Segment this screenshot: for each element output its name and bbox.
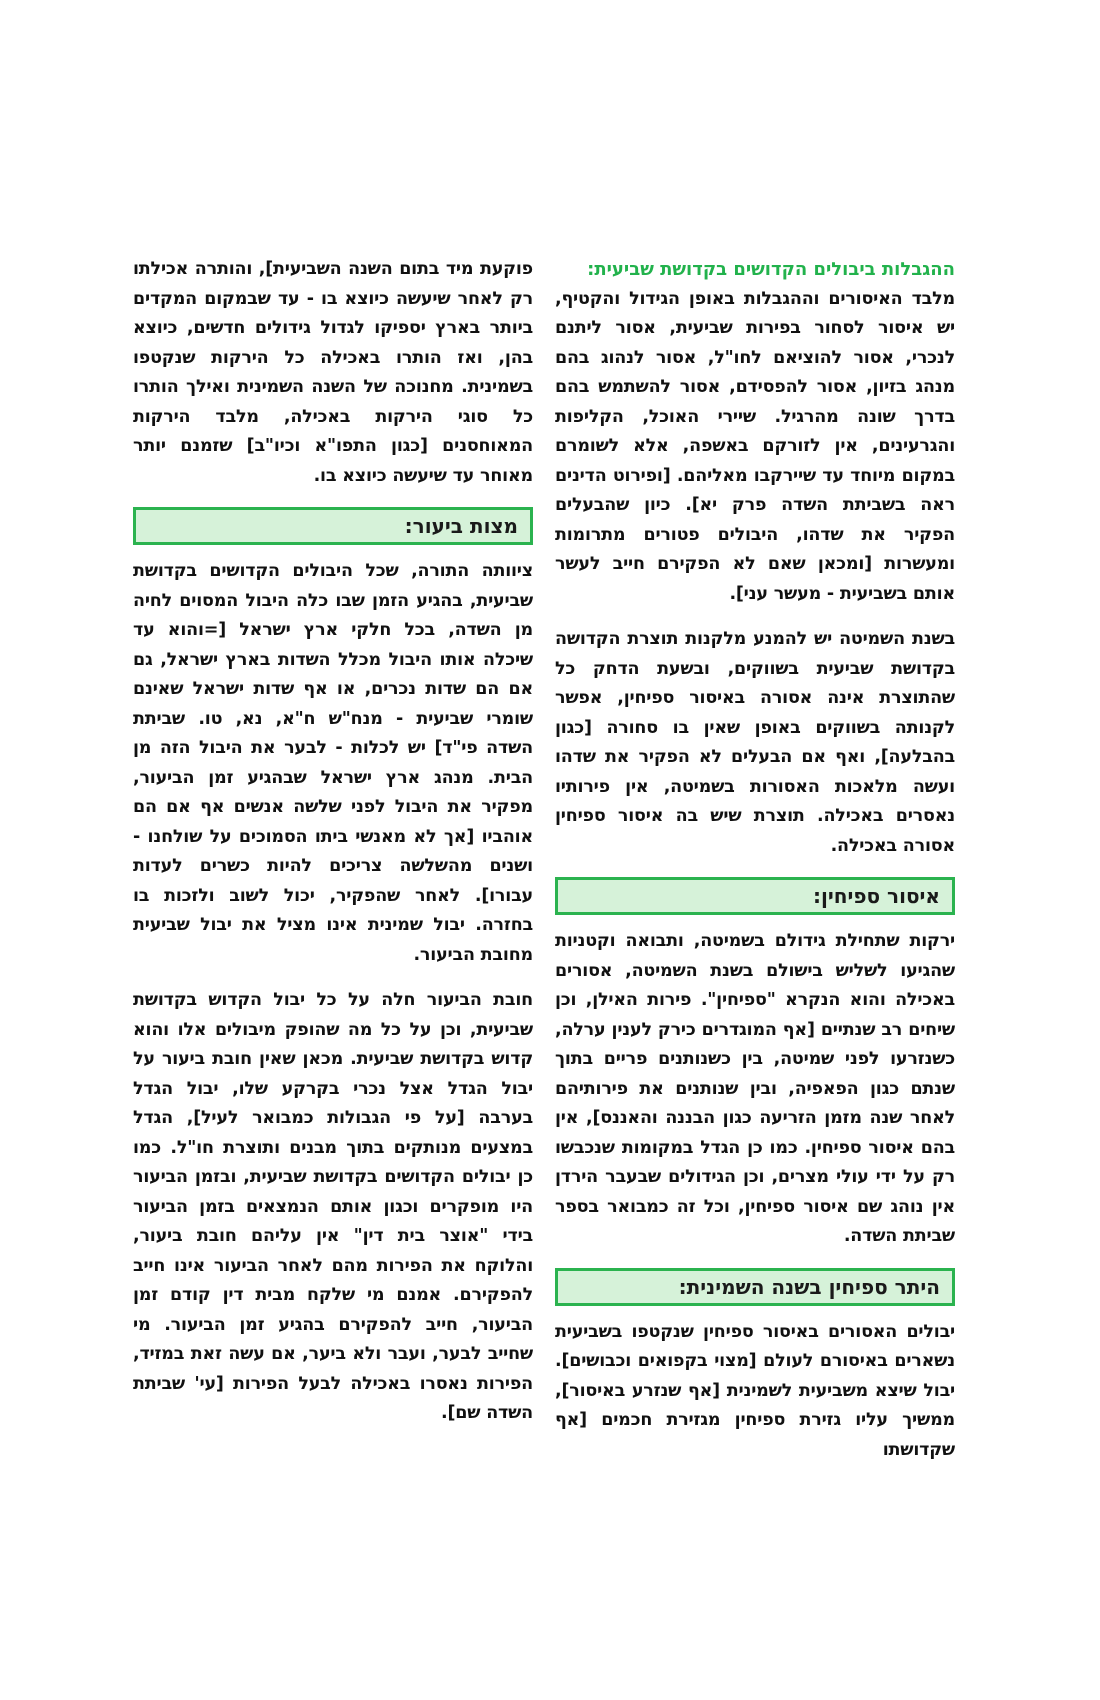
paragraph-eighth-year: יבולים האסורים באיסור ספיחין שנקטפו בשביעית נשארים באיסורם לעולם [מצוי בקפואים וכבושים]. יבול שיצא משביעית לשמינית [אף שנזרע באיסור], ממשיך עליו גזירת ספיחין מגזירת חכמים [אף שקדושתו (555, 1321, 955, 1460)
section-title-biur: מצות ביעור: (133, 507, 533, 545)
right-column (555, 255, 955, 1481)
paragraph-market: בשנת השמיטה יש להמנע מלקנות תוצרת הקדושה בקדושת שביעית בשווקים, ובשעת הדחק כל שהתוצרת אינה אסורה באיסור ספיחין, אפשר לקנותה בשווקים באופן שאין בו סחורה [כגון בהבלעה], ואף אם הבעלים לא הפקיר את שדהו ועשה מלאכות האסורות בשמיטה, אין פירותיו נאסרים באכילה. תוצרת שיש בה איסור ספיחין אסורה באכילה. (555, 629, 955, 856)
section-title-sfichin: איסור ספיחין: (555, 877, 955, 915)
section-title-eighth-year: היתר ספיחין בשנה השמינית: (555, 1268, 955, 1306)
paragraph-biur: ציוותה התורה, שכל היבולים הקדושים בקדושת שביעית, בהגיע הזמן שבו כלה היבול המסוים לחיה מן השדה, בכל חלקי ארץ ישראל [=והוא עד שיכלה אותו היבול מכלל השדות בארץ ישראל, גם אם הם שדות נכרים, או אף שדות ישראל שאינם שומרי שביעית - מנח"ש ח"א, נא, טו. שביתת השדה פי"ד] יש לכלות - לבער את היבול הזה מן הבית. מנהג ארץ ישראל שבהגיע זמן הביעור, מפקיר את היבול לפני שלשה אנשים אף אם הם אוהביו [אך לא מאנשי ביתו הסמוכים על שולחנו - ושנים מהשלשה צריכים להיות כשרים לעדות עבורו]. לאחר שהפקיר, יכול לשוב ולזכות בו בחזרה. יבול שמינית אינו מציל את יבול שביעית מחובת הביעור. (133, 561, 533, 965)
paragraph-sfichin: ירקות שתחילת גידולם בשמיטה, ותבואה וקטניות שהגיעו לשליש בישולם בשנת השמיטה, אסורים באכילה והוא הנקרא "ספיחין". פירות האילן, וכן שיחים רב שנתיים [אף המוגדרים כירק לענין ערלה, כשנזרעו לפני שמיטה, בין כשנותנים פריים בתוך שנתם כגון הפאפיה, ובין שנותנים את פירותיהם לאחר שנה מזמן הזריעה כגון הבננה והאננס], אין בהם איסור ספיחין. כמו כן הגדל במקומות שנכבשו רק על ידי עולי מצרים, וכן הגידולים שבעבר הירדן אין נוהג שם איסור ספיחין, וכל זה כמבואר בספר שביתת השדה. (555, 931, 955, 1246)
paragraph-biur-obligation: חובת הביעור חלה על כל יבול הקדוש בקדושת שביעית, וכן על כל מה שהופק מיבולים אלו והוא קדוש בקדושת שביעית. מכאן שאין חובת ביעור על יבול הגדל אצל נכרי בקרקע שלו, יבול הגדל בערבה [על פי הגבולות כמבואר לעיל], הגדל במצעים מנותקים בתוך מבנים ותוצרת חו"ל. כמו כן יבולים הקדושים בקדושת שביעית, ובזמן הביעור היו מופקרים וכגון אותם הנמצאים בזמן הביעור בידי "אוצר בית דין" אין עליהם חובת ביעור, והלוקח את הפירות מהם לאחר הביעור אינו חייב להפקירם. אמנם מי שלקח מבית דין קודם זמן הביעור, חייב להפקירם בהגיע זמן הביעור. מי שחייב לבער, ועבר ולא ביער, אם עשה זאת במזיד, הפירות נאסרו באכילה לבעל הפירות [עי' שביתת השדה שם]. (133, 990, 533, 1423)
heading-restrictions: ההגבלות ביבולים הקדושים בקדושת שביעית: (587, 259, 955, 280)
paragraph-continuation: פוקעת מיד בתום השנה השביעית], והותרה אכילתו רק לאחר שיעשה כיוצא בו - עד שבמקום המקדים ביותר בארץ יספיקו לגדול גידולים חדשים, כיוצא בהן, ואז הותרו באכילה כל הירקות שנקטפו בשמינית. מחנוכה של השנה השמינית ואילך הותרו כל סוגי הירקות באכילה, מלבד הירקות המאוחסנים [כגון התפו"א וכיו"ב] שזמנם יותר מאוחר עד שיעשה כיוצא בו. (133, 259, 533, 486)
left-column (133, 255, 533, 1445)
paragraph-restrictions: מלבד האיסורים וההגבלות באופן הגידול והקטיף, יש איסור לסחור בפירות שביעית, אסור ליתנם לנכרי, אסור להוציאם לחו"ל, אסור לנהוג בהם מנהג בזיון, אסור להפסידם, אסור להשתמש בהם בדרך שונה מהרגיל. שיירי האוכל, הקליפות והגרעינים, אין לזורקם באשפה, אלא לשומרם במקום מיוחד עד שיירקבו מאליהם. [ופירוט הדינים ראה בשביתת השדה פרק יא]. כיון שהבעלים הפקיר את שדהו, היבולים פטורים מתרומות ומעשרות [ומכאן שאם לא הפקירם חייב לעשר אותם בשביעית - מעשר עני]. (555, 288, 955, 604)
